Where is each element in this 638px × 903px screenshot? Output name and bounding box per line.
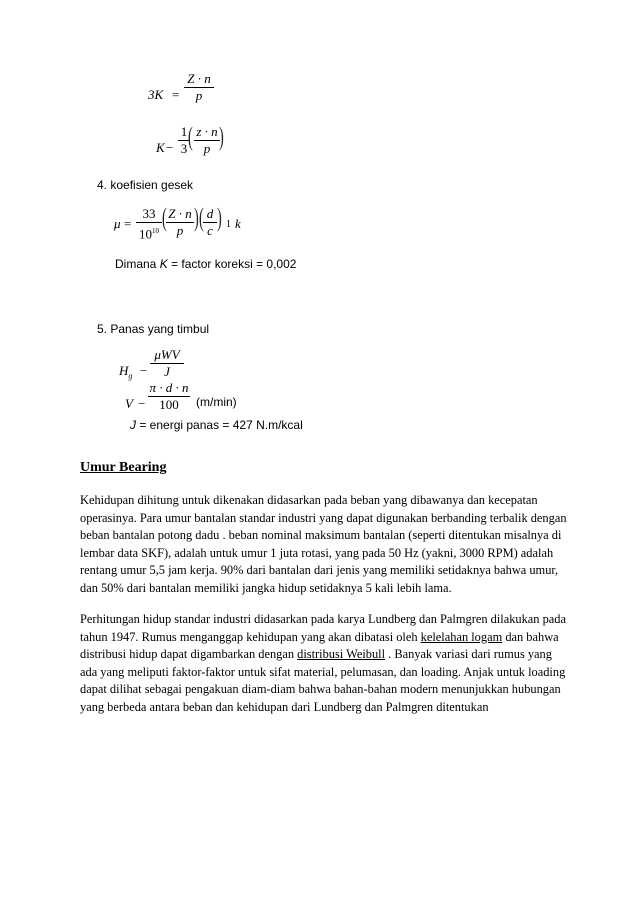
eq2-numerator: z · n	[196, 124, 218, 139]
eq3-tail-variable: k	[235, 216, 241, 231]
eq2-operator: −	[166, 140, 174, 155]
eq3-fraction-1-denominator: p	[176, 223, 184, 238]
eq3-fraction-1	[166, 207, 194, 238]
paragraph-2: Perhitungan hidup standar industri didasarkan pada karya Lundberg dan Palmgren dilakukan pada tahun 1947. Rumus menganggap kehidupan yang akan dibatasi oleh kelelahan logam dan bahwa distribusi hidup dapat digambarkan dengan distribusi Weibull . Banyak variasi dari rumus yang ada yang meliputi faktor-faktor untuk sifat material, pelumasan, dan loading. Anjak untuk loading dapat dilihat sebagai pengakuan diam-diam bahwa bahan-bahan modern menunjukkan hubungan yang berbeda antara beban dan kehidupan dari Lundberg dan Palmgren ditentukan	[80, 612, 566, 714]
eq4-lhs: $H_g$	[119, 363, 133, 381]
eq3-fraction-2-numerator: d	[206, 206, 214, 221]
eq2-fraction	[194, 125, 220, 156]
eq1-operator: =	[172, 87, 180, 102]
eq2-right-paren: )	[218, 122, 224, 151]
eq2-denominator: p	[203, 141, 211, 156]
link-kelelahan-logam[interactable]: kelelahan logam	[420, 629, 503, 644]
list-item-5: 5. Panas yang timbul	[97, 322, 210, 336]
eq3-mu: μ	[114, 216, 121, 231]
eq3-constant-denominator: $10^{10}$	[139, 226, 159, 242]
eq4-numerator: μWV	[154, 347, 180, 362]
eq1-denominator: p	[195, 88, 203, 103]
eq4-denominator: J	[164, 364, 170, 379]
eq3-fraction-2-denominator: c	[207, 223, 213, 238]
paragraph-1: Kehidupan dihitung untuk dikenakan didasarkan pada beban yang dibawanya dan kecepatan operasinya. Para umur bantalan standar industri yang dapat digunakan berbanding terbalik dengan beban bantalan potong dadu . beban nominal maksimum bantalan (seperti ditentukan misalnya di lembar data SKF), adalah untuk umur 1 juta rotasi, yang pada 50 Hz (yakni, 3000 RPM) adalah rentang umur 5,5 jam kerja. 90% dari bantalan dari jenis yang memiliki setidaknya bahwa umur, dan 50% dari bantalan memiliki jangka hidup setidaknya 5 kali lebih lama.	[80, 493, 567, 595]
eq2-coef-numerator: 1	[180, 124, 188, 139]
correction-factor-note: Dimana K = factor koreksi = 0,002	[115, 257, 297, 271]
eq5-operator: −	[138, 396, 146, 411]
eq5-fraction	[148, 381, 190, 412]
eq3-constant-numerator: 33	[142, 206, 156, 221]
eq3-constant	[136, 207, 162, 241]
eq2-coef-denominator: 3	[180, 141, 188, 156]
eq4-operator: −	[140, 363, 148, 378]
list-item-4: 4. koefisien gesek	[97, 178, 194, 192]
eq3-right-paren-1: )	[193, 203, 199, 232]
eq3-left-paren-1: (	[161, 203, 167, 232]
eq2-left-paren: (	[187, 122, 193, 151]
eq4-fraction	[150, 348, 184, 379]
energy-constant-note: J = energi panas = 427 N.m/kcal	[130, 418, 303, 432]
eq3-left-paren-2: (	[198, 203, 204, 232]
eq3-fraction-2	[203, 207, 217, 238]
section-heading: Umur Bearing	[80, 460, 167, 475]
eq3-fraction-1-numerator: Z · n	[168, 206, 192, 221]
eq5-unit: (m/min)	[196, 395, 237, 409]
link-distribusi-weibull[interactable]: distribusi Weibull	[297, 647, 386, 661]
eq3-right-paren-2: )	[216, 203, 222, 232]
eq1-fraction	[184, 72, 214, 103]
eq2-lhs: K	[156, 140, 165, 155]
eq5-numerator: π · d · n	[149, 380, 189, 395]
eq3-operator: =	[124, 216, 132, 231]
eq5-denominator: 100	[159, 397, 179, 412]
eq1-lhs: 3K	[148, 87, 164, 102]
eq1-numerator: Z · n	[187, 71, 211, 86]
eq3-tail-operator: 1	[226, 219, 231, 230]
eq5-lhs: V	[125, 396, 133, 411]
